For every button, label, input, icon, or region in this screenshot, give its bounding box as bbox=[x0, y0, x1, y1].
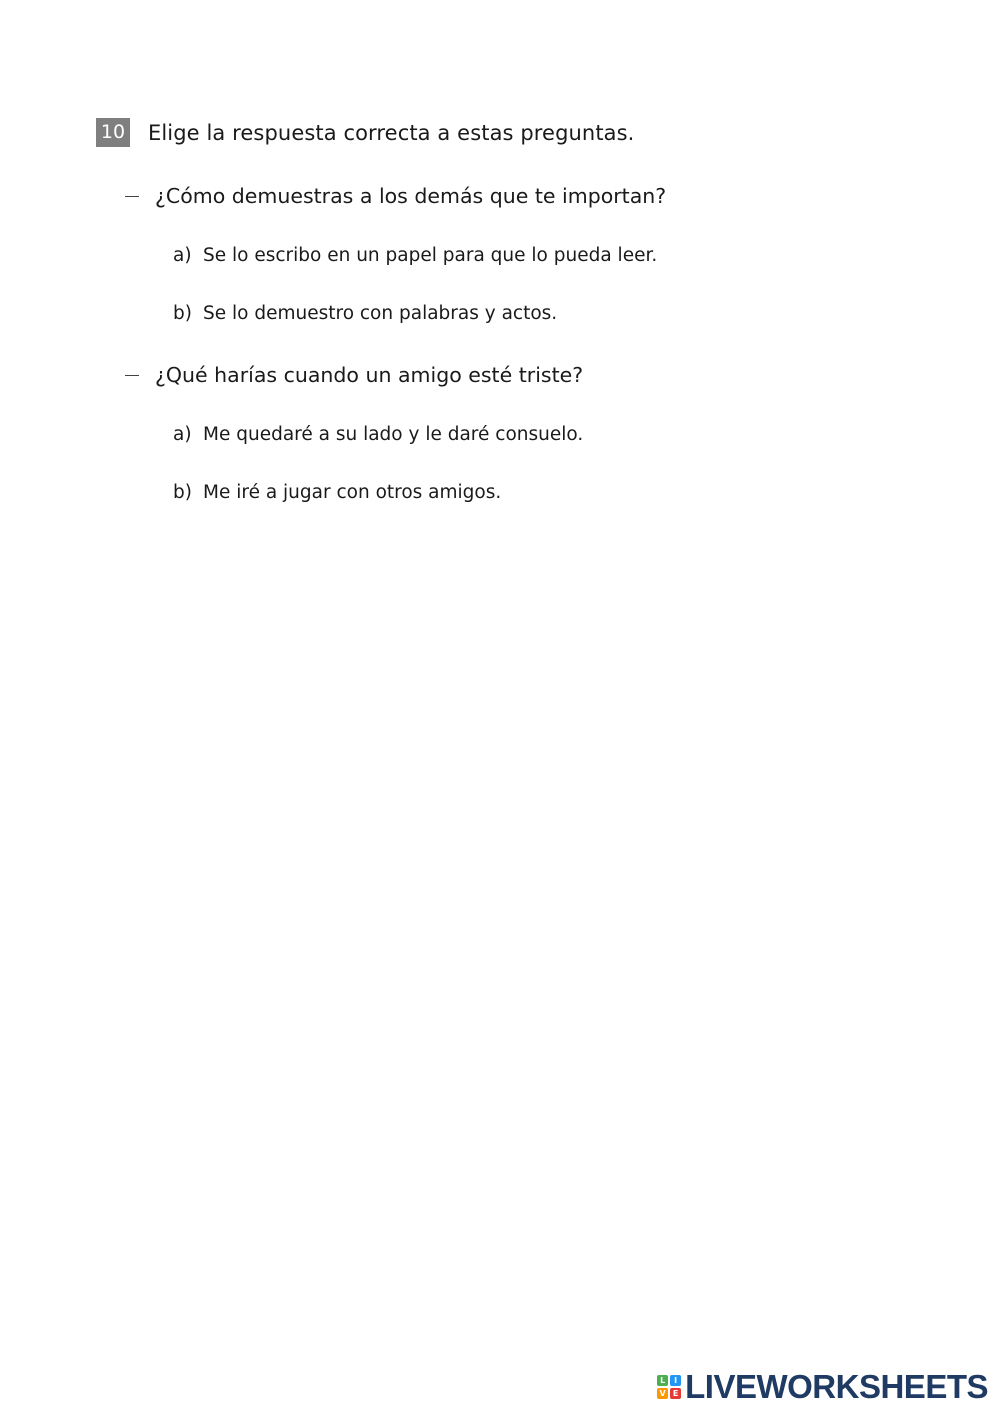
logo-text: LIVEWORKSHEETS bbox=[685, 1368, 988, 1405]
logo-grid-cell: L bbox=[657, 1375, 668, 1386]
option-letter: a) bbox=[173, 424, 192, 445]
option-1b[interactable] bbox=[173, 303, 557, 324]
option-2a[interactable] bbox=[173, 424, 583, 445]
question-text: ¿Qué harías cuando un amigo esté triste? bbox=[155, 363, 584, 387]
option-text: Se lo escribo en un papel para que lo pueda leer. bbox=[203, 245, 658, 266]
question-1 bbox=[125, 184, 666, 208]
logo-grid-cell: E bbox=[670, 1388, 681, 1399]
option-text: Se lo demuestro con palabras y actos. bbox=[203, 303, 558, 324]
question-text: ¿Cómo demuestras a los demás que te importan? bbox=[155, 184, 667, 208]
exercise-header bbox=[96, 118, 634, 147]
option-letter: a) bbox=[173, 245, 192, 266]
option-letter: b) bbox=[173, 482, 192, 503]
option-text: Me iré a jugar con otros amigos. bbox=[203, 482, 502, 503]
option-text: Me quedaré a su lado y le daré consuelo. bbox=[203, 424, 584, 445]
question-2 bbox=[125, 363, 583, 387]
liveworksheets-logo bbox=[657, 1368, 988, 1406]
option-2b[interactable] bbox=[173, 482, 501, 503]
logo-grid-icon bbox=[657, 1375, 681, 1399]
option-1a[interactable] bbox=[173, 245, 657, 266]
option-letter: b) bbox=[173, 303, 192, 324]
dash-bullet bbox=[125, 196, 139, 197]
exercise-number-badge: 10 bbox=[96, 118, 130, 147]
logo-grid-cell: V bbox=[657, 1388, 668, 1399]
exercise-instruction: Elige la respuesta correcta a estas preguntas. bbox=[148, 120, 635, 145]
dash-bullet bbox=[125, 375, 139, 376]
logo-grid-cell: I bbox=[670, 1375, 681, 1386]
